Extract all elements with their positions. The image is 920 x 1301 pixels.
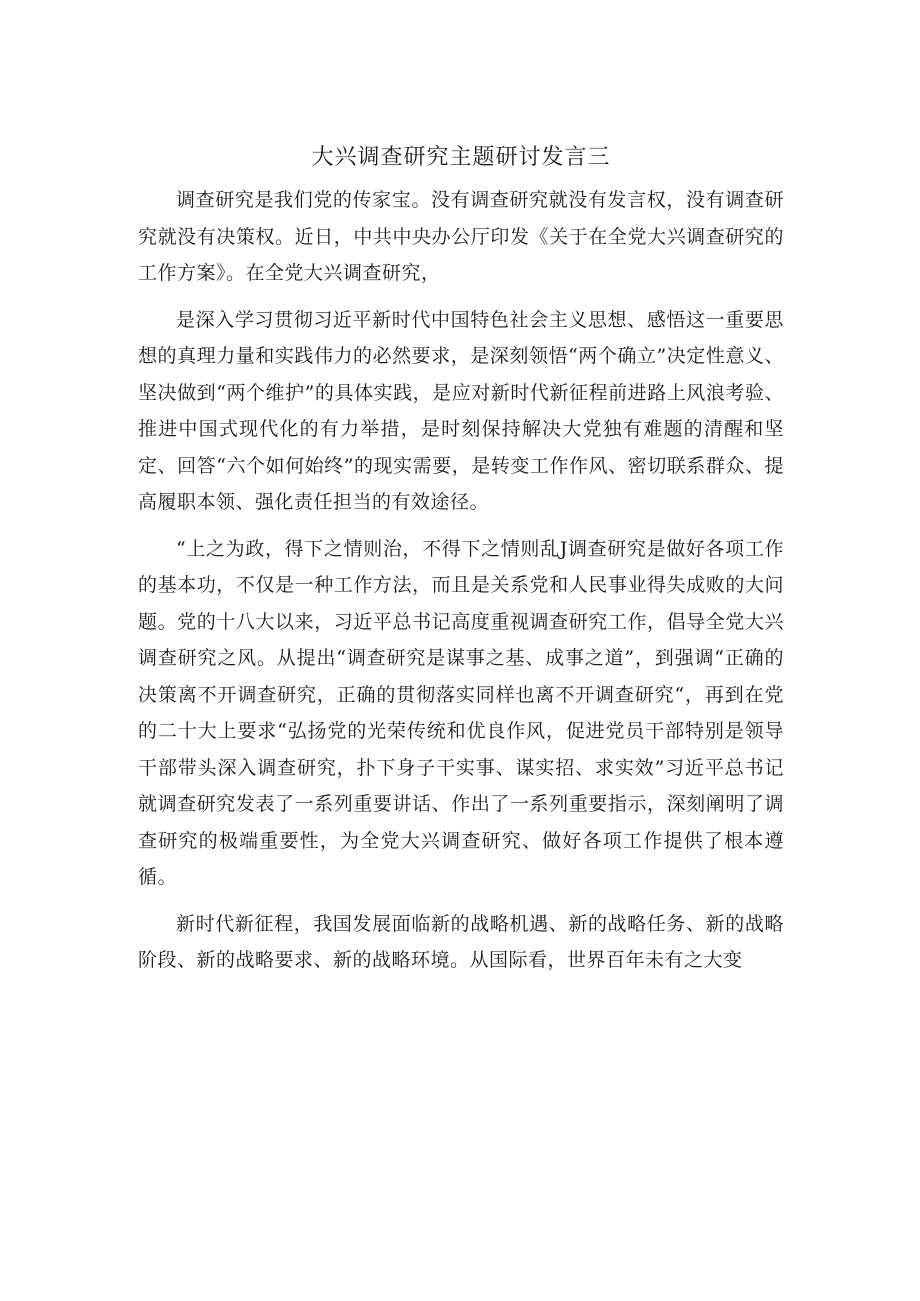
paragraph-4: 新时代新征程，我国发展面临新的战略机遇、新的战略任务、新的战略阶段、新的战略要求、新的战略环境。从国际看，世界百年未有之大变: [138, 912, 784, 971]
document-title: 大兴调查研究主题研讨发言三: [311, 145, 611, 170]
paragraph-2: 是深入学习贯彻习近平新时代中国特色社会主义思想、感悟这一重要思想的真理力量和实践伟力的必然要求，是深刻领悟“两个确立”决定性意义、坚决做到“两个维护”的具体实践，是应对新时代新征程前进路上风浪考验、推进中国式现代化的有力举措，是时刻保持解决大党独有难题的清醒和坚定、回答“六个如何始终”的现实需要，是转变工作作风、密切联系群众、提高履职本领、强化责任担当的有效途径。: [138, 308, 784, 513]
document-page: [138, 138, 784, 979]
paragraph-1: 调查研究是我们党的传家宝。没有调查研究就没有发言权，没有调查研究就没有决策权。近日，中共中央办公厅印发《关于在全党大兴调查研究的工作方案》。在全党大兴调查研究，: [138, 189, 784, 284]
paragraph-3: “上之为政，得下之情则治，不得下之情则乱J调查研究是做好各项工作的基本功，不仅是一种工作方法，而且是关系党和人民事业得失成败的大问题。党的十八大以来，习近平总书记高度重视调查研究工作，倡导全党大兴调查研究之风。从提出“调查研究是谋事之基、成事之道”，到强调“正确的决策离不开调查研究，正确的贯彻落实同样也离不开调查研究“，再到在党的二十大上要求“弘扬党的光荣传统和优良作风，促进党员干部特别是领导干部带头深入调查研究，扑下身子干实事、谋实招、求实效”习近平总书记就调查研究发表了一系列重要讲话、作出了一系列重要指示，深刻阐明了调查研究的极端重要性，为全党大兴调查研究、做好各项工作提供了根本遵循。: [138, 537, 784, 888]
